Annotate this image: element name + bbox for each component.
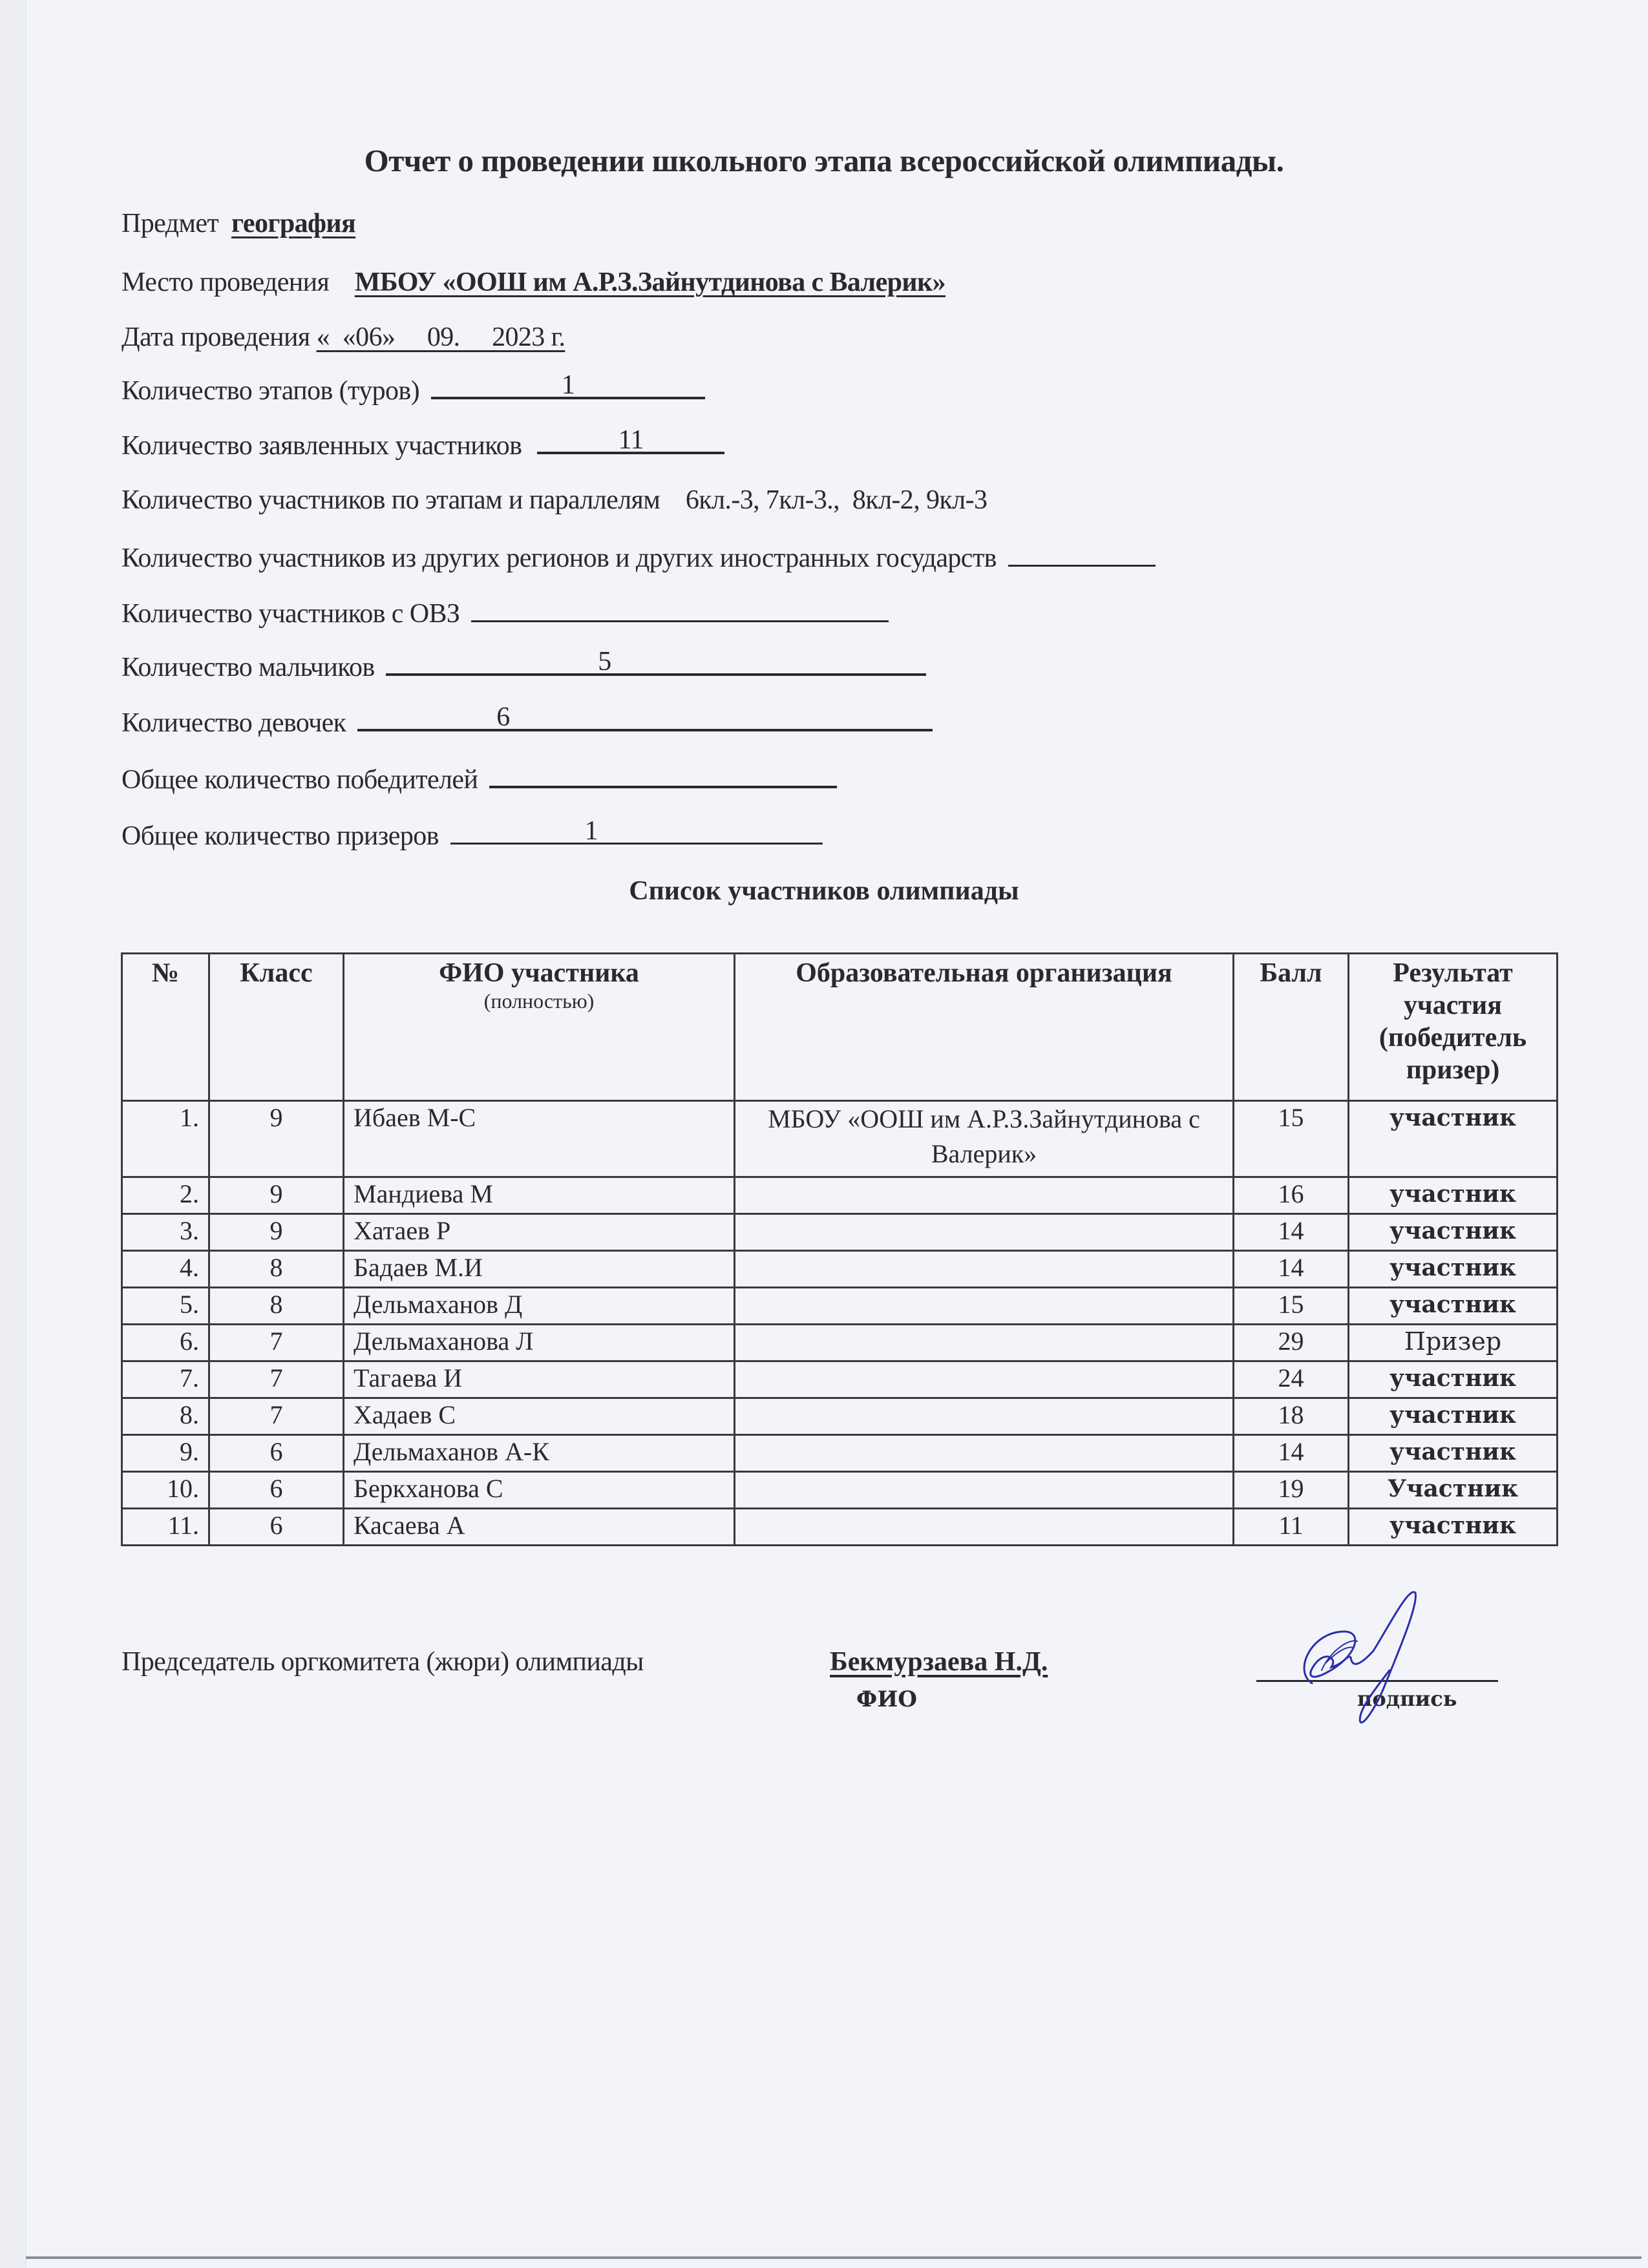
cell-org: [735, 1288, 1234, 1325]
cell-score: 15: [1234, 1101, 1349, 1177]
field-by-grade: [121, 485, 987, 516]
cell-class: 9: [209, 1177, 344, 1214]
cell-name: Хадаев С: [344, 1398, 735, 1435]
winners-label: Общее количество победителей: [121, 765, 478, 795]
header-result: [1349, 954, 1558, 1101]
cell-class: 6: [209, 1435, 344, 1472]
cell-result: Призер: [1349, 1325, 1558, 1361]
field-subject: [121, 208, 355, 239]
cell-class: 8: [209, 1288, 344, 1325]
cell-class: 6: [209, 1509, 344, 1546]
cell-org: [735, 1398, 1234, 1435]
table-row: [122, 1361, 1558, 1398]
table-row: [122, 1214, 1558, 1251]
date-value: « «06» 09. 2023 г.: [316, 322, 565, 352]
scan-edge-bottom: [26, 2256, 1642, 2259]
cell-score: 29: [1234, 1325, 1349, 1361]
cell-result: участник: [1349, 1251, 1558, 1288]
cell-name: Дельмаханов Д: [344, 1288, 735, 1325]
table-row: [122, 1288, 1558, 1325]
cell-result: участник: [1349, 1101, 1558, 1177]
subject-label: Предмет: [121, 209, 219, 238]
table-row: [122, 1398, 1558, 1435]
cell-class: 7: [209, 1325, 344, 1361]
cell-number: 4.: [122, 1251, 209, 1288]
field-other-regions: [121, 541, 1156, 574]
cell-org: [735, 1214, 1234, 1251]
cell-name: Тагаева И: [344, 1361, 735, 1398]
cell-score: 11: [1234, 1509, 1349, 1546]
declared-label: Количество заявленных участников: [121, 431, 522, 461]
stages-value: 1: [561, 370, 575, 400]
cell-org: [735, 1177, 1234, 1214]
cell-name: Хатаев Р: [344, 1214, 735, 1251]
field-girls: [121, 702, 933, 739]
table-header-row: [122, 954, 1558, 1101]
cell-number: 8.: [122, 1398, 209, 1435]
cell-result: участник: [1349, 1509, 1558, 1546]
signature-stroke-inner: [1322, 1641, 1357, 1670]
cell-org: [735, 1361, 1234, 1398]
stages-label: Количество этапов (туров): [121, 376, 420, 406]
cell-result: участник: [1349, 1177, 1558, 1214]
field-winners: [121, 762, 837, 795]
header-result-line1: Результат: [1393, 958, 1513, 988]
cell-result: участник: [1349, 1435, 1558, 1472]
cell-score: 16: [1234, 1177, 1349, 1214]
table-row: [122, 1509, 1558, 1546]
cell-name: Касаева А: [344, 1509, 735, 1546]
cell-number: 5.: [122, 1288, 209, 1325]
cell-org: [735, 1251, 1234, 1288]
cell-name: Бадаев М.И: [344, 1251, 735, 1288]
header-name-sub: (полностью): [483, 989, 595, 1013]
cell-name: Мандиева М: [344, 1177, 735, 1214]
cell-class: 7: [209, 1361, 344, 1398]
field-prizewinners: [121, 816, 823, 852]
cell-number: 7.: [122, 1361, 209, 1398]
cell-number: 2.: [122, 1177, 209, 1214]
header-score: Балл: [1234, 954, 1349, 1101]
cell-score: 19: [1234, 1472, 1349, 1509]
other-regions-label: Количество участников из других регионов и других иностранных государств: [121, 543, 997, 573]
table-row: [122, 1101, 1558, 1177]
cell-org: [735, 1435, 1234, 1472]
cell-result: участник: [1349, 1214, 1558, 1251]
chair-name: Бекмурзаева Н.Д.: [830, 1647, 1048, 1677]
boys-label: Количество мальчиков: [121, 653, 375, 682]
chair-label: Председатель оргкомитета (жюри) олимпиады: [121, 1647, 644, 1677]
cell-name: Дельмаханова Л: [344, 1325, 735, 1361]
cell-number: 3.: [122, 1214, 209, 1251]
cell-number: 10.: [122, 1472, 209, 1509]
cell-number: 11.: [122, 1509, 209, 1546]
by-grade-label: Количество участников по этапам и параллелям: [121, 485, 660, 515]
field-date: [121, 322, 565, 353]
boys-value: 5: [598, 647, 611, 677]
cell-number: 9.: [122, 1435, 209, 1472]
girls-label: Количество девочек: [121, 708, 346, 738]
participants-table: [121, 952, 1558, 1546]
table-row: [122, 1472, 1558, 1509]
venue-label: Место проведения: [121, 268, 330, 297]
participants-list-title: Список участников олимпиады: [629, 876, 1019, 906]
field-stages: [121, 370, 705, 406]
cell-score: 14: [1234, 1214, 1349, 1251]
cell-score: 14: [1234, 1251, 1349, 1288]
header-result-line4: призер): [1406, 1055, 1500, 1085]
signature-caption: подпись: [1357, 1686, 1457, 1711]
table-row: [122, 1251, 1558, 1288]
cell-score: 15: [1234, 1288, 1349, 1325]
cell-name: Ибаев М-С: [344, 1101, 735, 1177]
header-result-line3: (победитель: [1379, 1023, 1527, 1053]
subject-value: география: [231, 209, 356, 238]
cell-class: 8: [209, 1251, 344, 1288]
field-ovz: [121, 597, 889, 629]
cell-class: 6: [209, 1472, 344, 1509]
cell-result: Участник: [1349, 1472, 1558, 1509]
fio-caption: ФИО: [856, 1686, 917, 1712]
cell-name: Беркханова С: [344, 1472, 735, 1509]
cell-org: МБОУ «ООШ им А.Р.З.Зайнутдинова с Валерик»: [735, 1101, 1234, 1177]
header-org: Образовательная организация: [735, 954, 1234, 1101]
venue-value: МБОУ «ООШ им А.Р.З.Зайнутдинова с Валерик»: [354, 268, 946, 297]
cell-score: 14: [1234, 1435, 1349, 1472]
header-result-line2: участия: [1404, 991, 1502, 1020]
date-label: Дата проведения: [121, 322, 310, 352]
cell-class: 7: [209, 1398, 344, 1435]
cell-number: 6.: [122, 1325, 209, 1361]
cell-result: участник: [1349, 1398, 1558, 1435]
girls-value: 6: [496, 702, 510, 732]
table-row: [122, 1435, 1558, 1472]
cell-name: Дельмаханов А-К: [344, 1435, 735, 1472]
field-declared: [121, 425, 724, 461]
cell-number: 1.: [122, 1101, 209, 1177]
field-venue: [121, 267, 945, 298]
cell-org: [735, 1325, 1234, 1361]
cell-result: участник: [1349, 1361, 1558, 1398]
header-name-main: ФИО участника: [439, 958, 639, 988]
table-row: [122, 1177, 1558, 1214]
cell-class: 9: [209, 1214, 344, 1251]
signature-icon: [1286, 1586, 1454, 1735]
declared-value: 11: [618, 425, 644, 455]
cell-org: [735, 1509, 1234, 1546]
cell-score: 24: [1234, 1361, 1349, 1398]
document-title: Отчет о проведении школьного этапа всероссийской олимпиады.: [364, 143, 1284, 178]
ovz-label: Количество участников с ОВЗ: [121, 599, 460, 629]
cell-result: участник: [1349, 1288, 1558, 1325]
scan-edge: [0, 0, 26, 2268]
header-number: №: [122, 954, 209, 1101]
cell-class: 9: [209, 1101, 344, 1177]
field-boys: [121, 647, 926, 683]
prizewinners-label: Общее количество призеров: [121, 821, 439, 851]
header-class: Класс: [209, 954, 344, 1101]
table-row: [122, 1325, 1558, 1361]
prizewinners-value: 1: [584, 816, 598, 846]
by-grade-value: 6кл.-3, 7кл-3., 8кл-2, 9кл-3: [685, 485, 988, 515]
cell-score: 18: [1234, 1398, 1349, 1435]
cell-org: [735, 1472, 1234, 1509]
header-name: [344, 954, 735, 1101]
